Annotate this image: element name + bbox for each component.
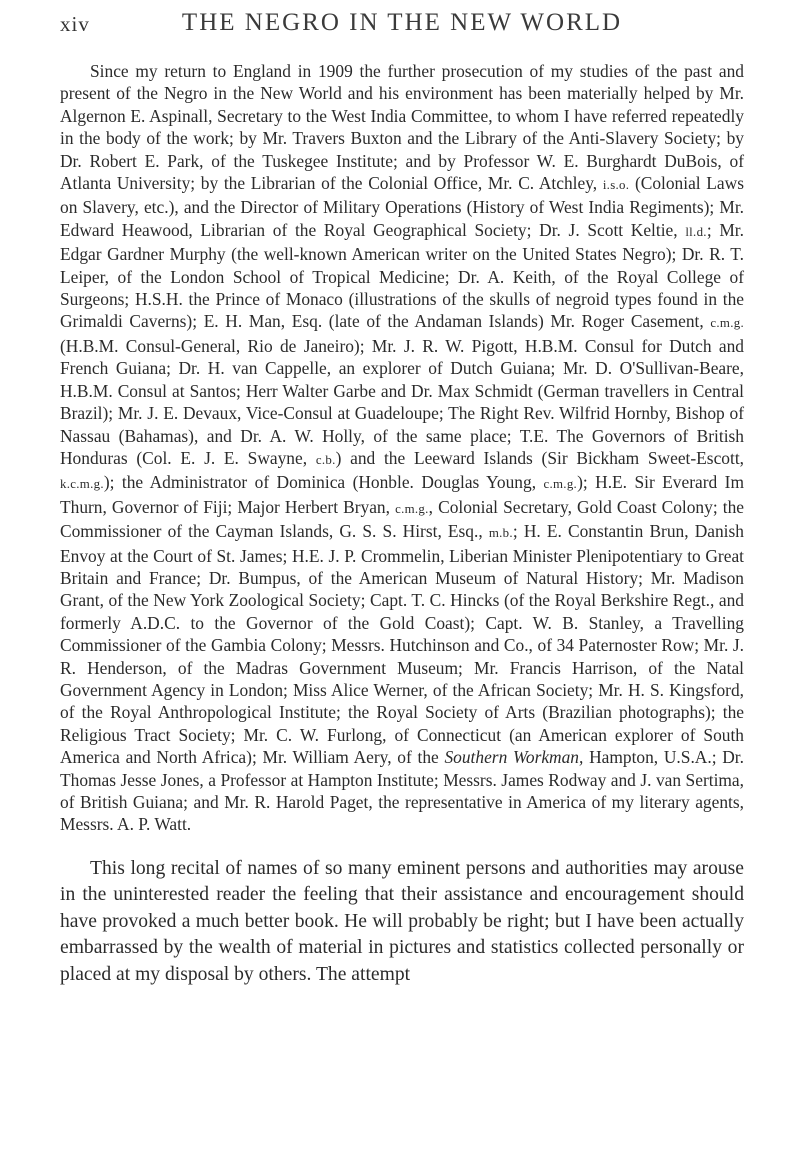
paragraph-text: Hampton, U.S.A.; Dr. Thomas Jesse Jones, a Professor at Hampton Institute; Messrs. James Rodway and J. van Sertima, of British Guiana; and Mr. R. Harold Paget, the representative in America of my literary agents, Messrs. A. P. Watt.: [60, 747, 744, 835]
paragraph-text: ; H. E. Constantin Brun, Danish Envoy at the Court of St. James; H.E. J. P. Crommelin, Liberian Minister Plenipotentiary to Great Britain and France; Dr. Bumpus, of the American Museum of Natural History; Mr. Madison Grant, of the New York Zoological Society; Capt. T. C. Hincks (of the Royal Berkshire Regt., and formerly A.D.C. to the Governor of the Gold Coast); Capt. W. B. Stanley, a Travelling Commissioner of the Gambia Colony; Messrs. Hutchinson and Co., of 34 Paternoster Row; Mr. J. R. Henderson, of the Madras Government Museum; Mr. Francis Harrison, of the Natal Government Agency in London; Miss Alice Werner, of the African Society; Mr. H. S. Kingsford, of the Royal Anthropological Institute; the Royal Society of Arts (Brazilian photographs); the Religious Tract Society; Mr. C. W. Furlong, of Connecticut (an American explorer of South America and North Africa); Mr. William Aery, of the: [60, 521, 744, 768]
honorific-abbreviation: i.s.o.: [602, 178, 630, 193]
periodical-title: Southern Workman,: [444, 747, 584, 768]
acknowledgements-paragraph: [60, 60, 744, 836]
paragraph-text: ) and the Leeward Islands (Sir Bickham Sweet-Escott,: [335, 447, 744, 468]
honorific-abbreviation: c.m.g.: [543, 477, 578, 492]
paragraph-text: Since my return to England in 1909 the further prosecution of my studies of the past and present of the Negro in the New World and his environment has been materially helped by Mr. Algernon E. Aspinall, Secretary to the West India Committee, to whom I have referred repeatedly in the body of the work; by Mr. Travers Buxton and the Library of the Anti-Slavery Society; by Dr. Robert E. Park, of the Tuskegee Institute; and by Professor W. E. Burghardt DuBois, of Atlanta University; by the Librarian of the Colonial Office, Mr. C. Atchley,: [60, 61, 744, 194]
paragraph-text: ; Mr. Edgar Gardner Murphy (the well-known American writer on the United States Negro); Dr. R. T. Leiper, of the London School of Tropical Medicine; Dr. A. Keith, of the Royal College of Surgeons; H.S.H. the Prince of Monaco (illustrations of the skulls of negroid types found in the Grimaldi Caverns); E. H. Man, Esq. (late of the Andaman Islands) Mr. Roger Casement,: [60, 219, 744, 332]
paragraph-text: (H.B.M. Consul-General, Rio de Janeiro); Mr. J. R. W. Pigott, H.B.M. Consul for Dutch and French Guiana; Dr. H. van Cappelle, an explorer of Dutch Guiana; Mr. D. O'Sullivan-Beare, H.B.M. Consul at Santos; Herr Walter Garbe and Dr. Max Schmidt (German travellers in Central Brazil); Mr. J. E. Devaux, Vice-Consul at Guadeloupe; The Right Rev. Wilfrid Hornby, Bishop of Nassau (Bahamas), and Dr. A. W. Holly, of the same place; T.E. The Governors of British Honduras (Col. E. J. E. Swayne,: [60, 335, 744, 468]
running-title: THE NEGRO IN THE NEW WORLD: [181, 9, 623, 36]
paragraph-text: ); H.E. Sir Everard Im Thurn, Governor of Fiji; Major Herbert Bryan,: [60, 472, 744, 517]
honorific-abbreviation: m.b.: [488, 526, 513, 541]
honorific-abbreviation: c.b.: [315, 452, 336, 467]
honorific-abbreviation: c.m.g.: [710, 316, 744, 331]
honorific-abbreviation: ll.d.: [685, 224, 707, 239]
paragraph-text: , Colonial Secretary, Gold Coast Colony; the Commissioner of the Cayman Islands, G. S. S. Hirst, Esq.,: [60, 496, 744, 542]
page-number: xiv: [60, 12, 90, 36]
book-page: [60, 0, 744, 1167]
closing-paragraph: This long recital of names of so many eminent persons and authorities may arouse in the uninterested reader the feeling that their assistance and encouragement should have provoked a much better book. He will probably be right; but I have been actually embarrassed by the wealth of material in pictures and statistics collected personally or placed at my disposal by others. The attempt: [60, 857, 744, 985]
honorific-abbreviation: c.m.g.: [395, 501, 429, 516]
running-head: [60, 0, 744, 60]
paragraph-text: (Colonial Laws on Slavery, etc.), and the Director of Military Operations (History of West India Regiments); Mr. Edward Heawood, Librarian of the Royal Geographical Society; Dr. J. Scott Keltie,: [60, 173, 744, 240]
honorific-abbreviation: k.c.m.g.: [60, 477, 104, 492]
paragraph-text: ); the Administrator of Dominica (Honble. Douglas Young,: [103, 472, 537, 493]
